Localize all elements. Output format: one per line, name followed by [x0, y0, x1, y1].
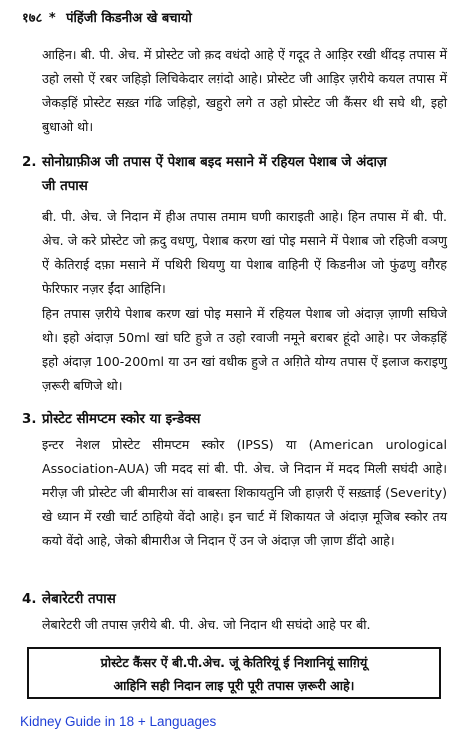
section-2-number: 2.: [22, 155, 37, 170]
section-4-heading: [22, 588, 450, 612]
section-2-heading: [22, 151, 450, 199]
note-line-2: आहिनि सही निदान लाइ पूरी पूरी तपास ज़रूरी आहे।: [113, 678, 355, 693]
section-2-paragraph-1: बी. पी. अेच. जे निदान में हीअ तपास तमाम घणी काराइती आहे। हिन तपास में बी. पी. अेच. जे करे प्रोस्टेट जो क़दु वधणु, पेशाब करण खां पोइ मसाने में पेशाब जो रहिजी वञणु ऐं केतिराई दफ़ा मसाने में पथिरी थियणु या पेशाब वाहिनी ऐं किडनीअ जो फुंढणु वग़ैरह फेरिफार नज़र ईंदा आहिनि।: [42, 209, 447, 296]
page-header: [22, 8, 452, 26]
intro-paragraph: आहिन। बी. पी. अेच. में प्रोस्टेट जो क़द वधंदो आहे ऐं गदूद ते आड़िर रखी थींदड़ तपास में उहो लसो ऐं रबर जहिड़ो लिचिकेदार लग़ंदो आहे। प्रोस्टेट जी आड़िर ज़रीये कयल तपास में जेकड़हिं प्रोस्टेट सख़्त गंढि जहिड़ो, खहुरो लगे त उहो प्रोस्टेट जी कैंसर थी सघे थी, इहो बुधाओ थो।: [42, 47, 447, 134]
page-number: १७८: [22, 11, 43, 26]
note-box: [27, 647, 441, 699]
footer-label: Kidney Guide in 18 + Languages: [20, 714, 217, 729]
section-2-paragraph-2: हिन तपास ज़रीये पेशाब करण खां पोइ मसाने में रहियल पेशाब जो अंदाज़ ज़ाणी सघिजे थो। इहो अंदाज़ 50ml खां घटि हुजे त उहो रवाजी नमूने बराबर हूंदो आहे। पर जेकड़हिं इहो अंदाज़ 100-200ml या उन खां वधीक हुजे त अग़िते योग्य तपास ऐं इलाज कराइणु ज़रूरी बणिजे थो।: [42, 306, 447, 393]
section-2-title-line2: जी तपास: [42, 179, 88, 194]
section-4-title: लेबारेटरी तपास: [42, 592, 116, 607]
section-3-paragraph: इन्टर नेशल प्रोस्टेट सीमप्टम स्कोर (IPSS) या (American urological Association-AUA) जी मदद सां बी. पी. अेच. जे निदान में मदद मिली सघंदी आहे। मरीज़ जी प्रोस्टेट जी बीमारीअ सां वाबस्ता शिकायतुनि जी हाज़री ऐं सख़्ताई (Severity) खे ध्यान में रखी चार्ट ठाहियो वेंदो आहे। इन चार्ट में शिकायत जे अंदाज़ मूजिब स्कोर तय कयो वेंदो आहे, जेको बीमारीअ जे निदान ऐं उन जे अंदाज़ जी ज़ाण डींदो आहे।: [42, 437, 447, 548]
section-4-number: 4.: [22, 592, 37, 607]
star-separator-icon: *: [48, 11, 56, 26]
section-3-heading: [22, 408, 450, 432]
section-4-paragraph: लेबारेटरी जी तपास ज़रीये बी. पी. अेच. जो निदान थी सघंदो आहे पर बी.: [42, 617, 371, 632]
section-3-title: प्रोस्टेट सीमप्टम स्कोर या इन्डेक्स: [42, 412, 201, 427]
note-line-1: प्रोस्टेट कैंसर ऐं बी.पी.अेच. जूं केतिरियूं ई निशानियूं साग़ियूं: [100, 655, 368, 670]
section-2-title-line1: सोनोग्राफ़ीअ जी तपास ऐं पेशाब बइद मसाने में रहियल पेशाब जे अंदाज़: [42, 155, 387, 170]
section-3-number: 3.: [22, 412, 37, 427]
book-title: पंहिंजी किडनीअ खे बचायो: [66, 11, 192, 26]
